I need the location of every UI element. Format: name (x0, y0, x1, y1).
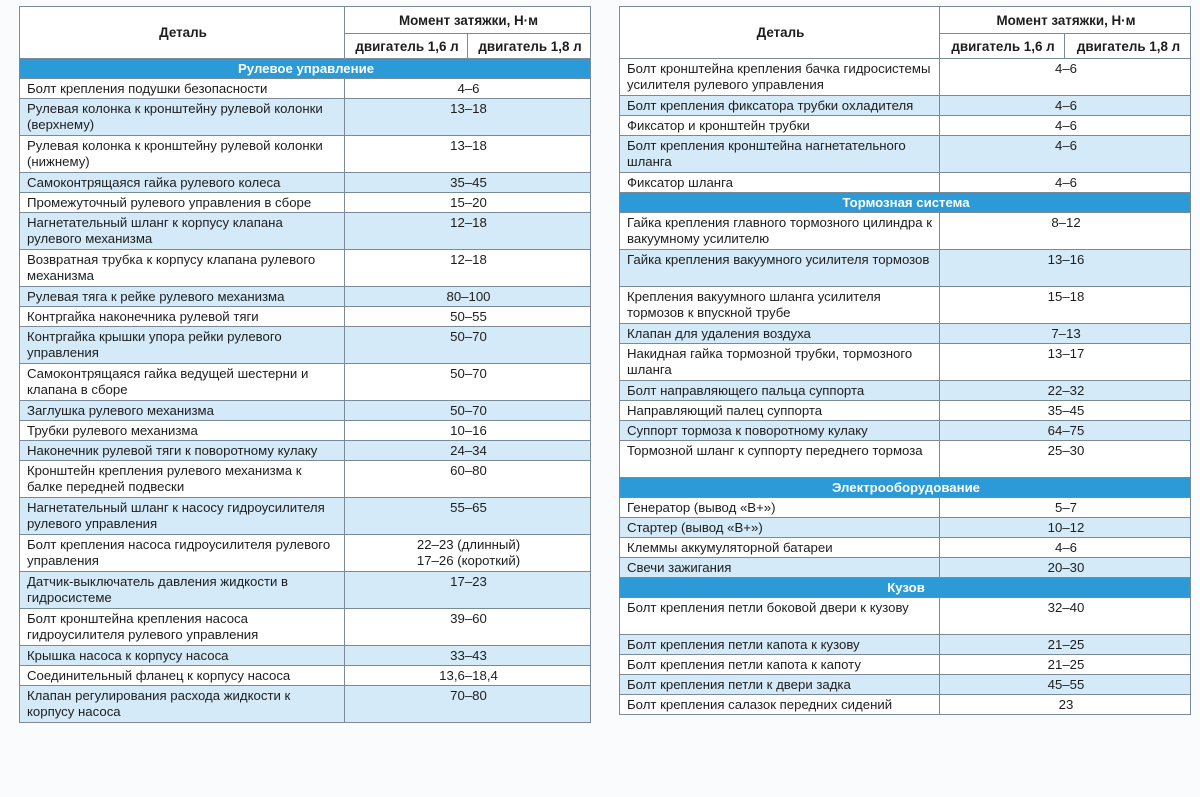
table-row-part: Кронштейн крепления рулевого механизма к балке передней подвески (20, 461, 345, 498)
table-row-part: Болт крепления подушки безопасности (20, 79, 345, 99)
table-row-value: 55–65 (345, 498, 591, 535)
table-row-part: Фиксатор и кронштейн трубки (620, 116, 940, 136)
table-row-part: Рулевая колонка к кронштейну рулевой колонки (нижнему) (20, 136, 345, 173)
table-row-value: 25–30 (940, 441, 1191, 478)
table-row-value: 22–32 (940, 381, 1191, 401)
table-row-value: 21–25 (940, 655, 1191, 675)
table-row-part: Клапан регулирования расхода жидкости к корпусу насоса (20, 686, 345, 723)
table-row-part: Контргайка наконечника рулевой тяги (20, 307, 345, 327)
table-row-value: 33–43 (345, 646, 591, 666)
table-row-part: Клеммы аккумуляторной батареи (620, 538, 940, 558)
table-row-value: 70–80 (345, 686, 591, 723)
table-row-part: Трубки рулевого механизма (20, 421, 345, 441)
table-row-part: Свечи зажигания (620, 558, 940, 578)
table-row-value: 50–70 (345, 327, 591, 364)
table-row-value: 39–60 (345, 609, 591, 646)
section-header-electrical: Электрооборудование (620, 478, 1191, 498)
table-row-value: 50–70 (345, 401, 591, 421)
table-row-value: 4–6 (940, 59, 1191, 96)
table-row-part: Болт кронштейна крепления насоса гидроусилителя рулевого управления (20, 609, 345, 646)
table-row-value: 10–16 (345, 421, 591, 441)
table-row-value: 13–18 (345, 99, 591, 136)
table-row-value: 45–55 (940, 675, 1191, 695)
table-row-part: Самоконтрящаяся гайка рулевого колеса (20, 173, 345, 193)
table-row-part: Клапан для удаления воздуха (620, 324, 940, 344)
table-row-part: Крепления вакуумного шланга усилителя тормозов к впускной трубе (620, 287, 940, 324)
table-row-part: Болт крепления петли капота к капоту (620, 655, 940, 675)
table-row-part: Болт крепления салазок передних сидений (620, 695, 940, 715)
column-header-torque: Момент затяжки, Н·м (345, 7, 591, 34)
column-header-part: Деталь (20, 7, 345, 59)
table-row-part: Накидная гайка тормозной трубки, тормозного шланга (620, 344, 940, 381)
section-header-steering: Рулевое управление (20, 59, 591, 79)
table-row-value: 22–23 (длинный) (416, 537, 521, 552)
table-row-part: Нагнетательный шланг к корпусу клапана рулевого механизма (20, 213, 345, 250)
table-row-value-pair (345, 535, 591, 572)
table-row-part: Болт крепления фиксатора трубки охладителя (620, 96, 940, 116)
table-row-value: 50–70 (345, 364, 591, 401)
torque-table-right (619, 6, 1191, 715)
table-row-value: 23 (940, 695, 1191, 715)
table-row-value: 13–18 (345, 136, 591, 173)
table-row-value: 60–80 (345, 461, 591, 498)
table-row-part: Направляющий палец суппорта (620, 401, 940, 421)
table-row-value: 13–16 (940, 250, 1191, 287)
table-row-part: Возвратная трубка к корпусу клапана рулевого механизма (20, 250, 345, 287)
column-header-part: Деталь (620, 7, 940, 59)
table-row-value: 7–13 (940, 324, 1191, 344)
table-row-part: Гайка крепления вакуумного усилителя тормозов (620, 250, 940, 287)
table-row-value: 20–30 (940, 558, 1191, 578)
table-row-part: Гайка крепления главного тормозного цилиндра к вакуумному усилителю (620, 213, 940, 250)
table-row-value: 21–25 (940, 635, 1191, 655)
table-row-part: Болт крепления петли капота к кузову (620, 635, 940, 655)
table-row-value: 24–34 (345, 441, 591, 461)
table-row-value: 8–12 (940, 213, 1191, 250)
table-row-part: Самоконтрящаяся гайка ведущей шестерни и клапана в сборе (20, 364, 345, 401)
table-row-part: Фиксатор шланга (620, 173, 940, 193)
table-row-part: Нагнетательный шланг к насосу гидроусилителя рулевого управления (20, 498, 345, 535)
table-row-value-secondary: 17–26 (короткий) (416, 553, 521, 568)
table-row-value: 15–18 (940, 287, 1191, 324)
table-row-value: 4–6 (940, 538, 1191, 558)
table-row-value: 12–18 (345, 250, 591, 287)
table-row-value: 4–6 (345, 79, 591, 99)
column-header-engine-1-8: двигатель 1,8 л (1065, 34, 1191, 59)
table-row-value: 5–7 (940, 498, 1191, 518)
table-row-part: Болт направляющего пальца суппорта (620, 381, 940, 401)
table-row-part: Датчик-выключатель давления жидкости в гидросистеме (20, 572, 345, 609)
column-header-torque: Момент затяжки, Н·м (940, 7, 1191, 34)
table-row-part: Болт крепления петли к двери задка (620, 675, 940, 695)
table-row-part: Рулевая тяга к рейке рулевого механизма (20, 287, 345, 307)
table-row-value: 4–6 (940, 96, 1191, 116)
table-row-value: 80–100 (345, 287, 591, 307)
table-row-value: 13–17 (940, 344, 1191, 381)
table-row-value: 4–6 (940, 116, 1191, 136)
table-row-value: 35–45 (940, 401, 1191, 421)
section-header-brakes: Тормозная система (620, 193, 1191, 213)
column-header-engine-1-6: двигатель 1,6 л (345, 34, 468, 59)
table-row-part: Наконечник рулевой тяги к поворотному кулаку (20, 441, 345, 461)
table-row-part: Промежуточный рулевого управления в сборе (20, 193, 345, 213)
torque-table-left (19, 6, 591, 723)
column-header-engine-1-6: двигатель 1,6 л (940, 34, 1065, 59)
table-row-value: 15–20 (345, 193, 591, 213)
section-header-body: Кузов (620, 578, 1191, 598)
table-row-value: 50–55 (345, 307, 591, 327)
table-row-part: Болт крепления петли боковой двери к кузову (620, 598, 940, 635)
table-row-value: 32–40 (940, 598, 1191, 635)
table-row-part: Болт крепления насоса гидроусилителя рулевого управления (20, 535, 345, 572)
table-row-value: 4–6 (940, 173, 1191, 193)
table-row-part: Генератор (вывод «В+») (620, 498, 940, 518)
table-row-part: Рулевая колонка к кронштейну рулевой колонки (верхнему) (20, 99, 345, 136)
table-row-part: Заглушка рулевого механизма (20, 401, 345, 421)
table-row-value: 13,6–18,4 (345, 666, 591, 686)
table-row-part: Стартер (вывод «В+») (620, 518, 940, 538)
table-row-part: Суппорт тормоза к поворотному кулаку (620, 421, 940, 441)
table-row-part: Соединительный фланец к корпусу насоса (20, 666, 345, 686)
table-row-part: Крышка насоса к корпусу насоса (20, 646, 345, 666)
table-row-part: Болт крепления кронштейна нагнетательного шланга (620, 136, 940, 173)
table-row-value: 17–23 (345, 572, 591, 609)
table-row-value: 64–75 (940, 421, 1191, 441)
table-row-value: 35–45 (345, 173, 591, 193)
table-row-part: Болт кронштейна крепления бачка гидросистемы усилителя рулевого управления (620, 59, 940, 96)
table-row-value: 4–6 (940, 136, 1191, 173)
table-row-value: 10–12 (940, 518, 1191, 538)
table-row-part: Тормозной шланг к суппорту переднего тормоза (620, 441, 940, 478)
column-header-engine-1-8: двигатель 1,8 л (468, 34, 591, 59)
table-row-value: 12–18 (345, 213, 591, 250)
table-row-part: Контргайка крышки упора рейки рулевого управления (20, 327, 345, 364)
